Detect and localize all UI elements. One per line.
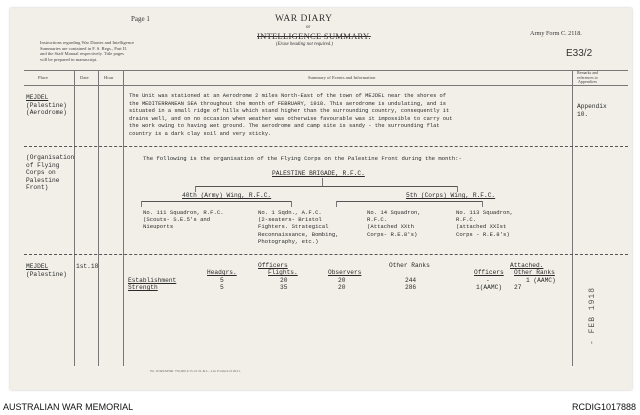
entry1-separator <box>24 146 628 147</box>
strength-flights: 35 <box>280 284 288 291</box>
intelligence-summary-strike: INTELLIGENCE SUMMARY. <box>257 31 371 41</box>
strength-hq: 5 <box>220 284 224 291</box>
entry1-line: drains well, and on no occasion when weather was otherwise favourable was it impossible to carry out <box>129 115 453 122</box>
archive-credit: AUSTRALIAN WAR MEMORIAL <box>3 402 134 412</box>
entry1-line: the work owing to having wet ground. The aerodrome and camp site is sandy - the surrounding flat <box>129 123 440 130</box>
col-hour: Hour <box>104 75 114 80</box>
row-establishment-label: Establishment <box>128 277 177 284</box>
entry2-place-line: (Organisation <box>26 154 75 161</box>
brigade-stem <box>322 178 323 186</box>
entry1-place-line: (Aerodrome) <box>26 109 67 117</box>
unit3-stem <box>336 201 337 207</box>
entry1-remark-line: 10. <box>577 110 589 118</box>
unit-line: Photography, etc.) <box>258 237 319 245</box>
unit-line: No. 113 Squadron, <box>456 209 514 216</box>
col-remarks <box>577 71 598 85</box>
received-date-stamp: - FEB 1918 <box>588 286 597 345</box>
wing1-branch <box>141 201 291 202</box>
entry3-place-line: (Palestine) <box>26 270 67 278</box>
entry1-place <box>26 94 67 117</box>
entry1-line: situated in a small ridge of hills which stand higher than the surrounding country, consequently it <box>129 108 450 115</box>
unit-line: Reconnaissance, Bombing, <box>258 230 339 238</box>
establishment-observers: 20 <box>338 277 346 284</box>
remarks-divider <box>572 70 573 366</box>
brigade-label: PALESTINE BRIGADE, R.F.C. <box>272 170 365 177</box>
entry2-intro: The following is the organisation of the Flying Corps on the Palestine Front during the month:- <box>143 155 462 162</box>
entry3-place <box>26 263 67 278</box>
instruction-line: and the Staff Manual respectively. Title pages <box>40 51 124 57</box>
col-summary: Summary of Events and Information <box>308 75 376 80</box>
strength-att-other-ranks: 27 <box>514 284 522 291</box>
wing2-branch <box>336 201 482 202</box>
or-text: or <box>306 25 311 30</box>
hour-divider <box>123 70 124 366</box>
strength-observers: 20 <box>338 284 346 291</box>
attached-header: Attached. <box>510 262 544 269</box>
strength-other-ranks: 286 <box>405 284 417 291</box>
establishment-att-other-ranks: 1 (AAMC) <box>526 277 556 284</box>
sub-header-observers: Observers <box>328 269 362 276</box>
entry3-date: 1st.18 <box>76 263 99 270</box>
instruction-line: will be prepared in manuscript. <box>40 56 98 62</box>
entry1-line: the MEDITERRANEAN SEA throughout the month of FEBRUARY, 1918. This aerodrome is undulating, and is <box>129 100 447 107</box>
date-divider <box>98 70 99 366</box>
entry2-place-line: Corps on <box>26 169 56 177</box>
other-ranks-header: Other Ranks <box>389 262 430 269</box>
col-remarks-line: references to <box>577 74 598 80</box>
unit-line: Fighters. Strategical <box>258 223 329 231</box>
sub-header-flights: Flights. <box>268 269 298 276</box>
unit-line: No. 14 Squadron, <box>367 209 421 216</box>
unit-113-squadron <box>456 209 513 238</box>
entry1-place-line: (Palestine) <box>26 101 67 109</box>
entry2-place-line: of Flying <box>26 161 60 169</box>
instructions-block <box>40 40 210 62</box>
col-remarks-line: Appendices <box>578 79 597 85</box>
officers-header: Officers <box>258 262 288 269</box>
establishment-other-ranks: 244 <box>405 277 417 284</box>
entry2-place-line: Front) <box>26 184 49 192</box>
unit-line: (2-seaters- Bristol <box>258 216 322 224</box>
entry1-line: country is a dark clay soil and very sticky. <box>129 130 272 137</box>
establishment-att-officers: - <box>486 277 490 284</box>
sub-header-headqrs: Headqrs. <box>207 269 237 276</box>
unit-line: Corps- R.E.8's) <box>367 230 418 238</box>
unit-line: (attached XXIst <box>456 223 507 231</box>
wing1-label: 40th (Army) Wing, R.F.C. <box>182 192 272 199</box>
unit1-stem <box>141 201 142 207</box>
entry2-separator <box>24 254 628 255</box>
unit-line: (Attached XXth <box>367 223 414 231</box>
page-number: Page 1 <box>131 15 150 23</box>
unit-1-sqdn-afc <box>258 209 339 245</box>
unit-line: No. 1 Sqdn., A.F.C. <box>258 209 322 216</box>
col-date: Date <box>80 75 89 80</box>
wing2-label: 5th (Corps) Wing, R.F.C. <box>406 192 496 199</box>
unit-14-squadron <box>367 209 421 238</box>
establishment-hq: 5 <box>220 277 224 284</box>
entry1-remark-line: Appendix <box>577 103 607 110</box>
unit-line: Nieuports <box>143 223 174 231</box>
place-divider <box>74 70 75 366</box>
entry2-place <box>26 154 74 192</box>
entry1-place-line: MEJDEL <box>26 94 49 101</box>
unit4-stem <box>482 201 483 207</box>
archive-record-id: RCDIG1017888 <box>571 402 636 412</box>
col-remarks-line: Remarks and <box>577 70 598 75</box>
entry3-place-line: MEJDEL <box>26 263 49 270</box>
brigade-branch <box>195 186 457 187</box>
header-rule <box>24 85 628 86</box>
diary-page <box>10 8 632 390</box>
printer-imprint: Wt. W429/M566. 750,000 4/15. D. D. & L., Ltd. Forms/C2118/11. <box>150 369 241 373</box>
unit-line: R.F.C. <box>456 216 477 224</box>
diary-title: WAR DIARY <box>275 14 333 24</box>
col-place: Place <box>38 75 48 80</box>
sub-header-att-officers: Officers <box>474 269 504 276</box>
unit-line: Corps - R.E.8's) <box>456 230 510 238</box>
row-strength-label: Strength <box>128 284 158 291</box>
unit-line: No. 111 Squadron, R.F.C. <box>143 209 224 216</box>
sub-header-att-other-ranks: Other Ranks <box>514 269 555 276</box>
entry1-line: The Unit was stationed at an Aerodrome 2 miles North-East of the town of MEJDEL near the shores of <box>129 93 447 99</box>
unit2-stem <box>291 201 292 207</box>
entry2-place-line: Palestine <box>26 176 60 184</box>
unit-111-squadron <box>143 209 224 231</box>
army-form-label: Army Form C. 2118. <box>530 30 582 37</box>
entry1-remarks <box>577 103 607 118</box>
instruction-line: Instructions regarding War Diaries and Intelligence <box>40 40 135 45</box>
strength-att-officers: 1(AAMC) <box>476 284 502 291</box>
unit-line: (Scouts- S.E.5's and <box>143 216 211 224</box>
establishment-flights: 20 <box>280 277 288 284</box>
reference-number: E33/2 <box>566 48 593 59</box>
unit-line: R.F.C. <box>367 216 388 224</box>
instruction-line: Summaries are contained in F. S. Regs., Part II. <box>40 45 128 51</box>
erase-note: (Erase heading not required.) <box>276 42 333 47</box>
table-top-rule <box>24 70 628 71</box>
entry1-text <box>129 93 453 139</box>
